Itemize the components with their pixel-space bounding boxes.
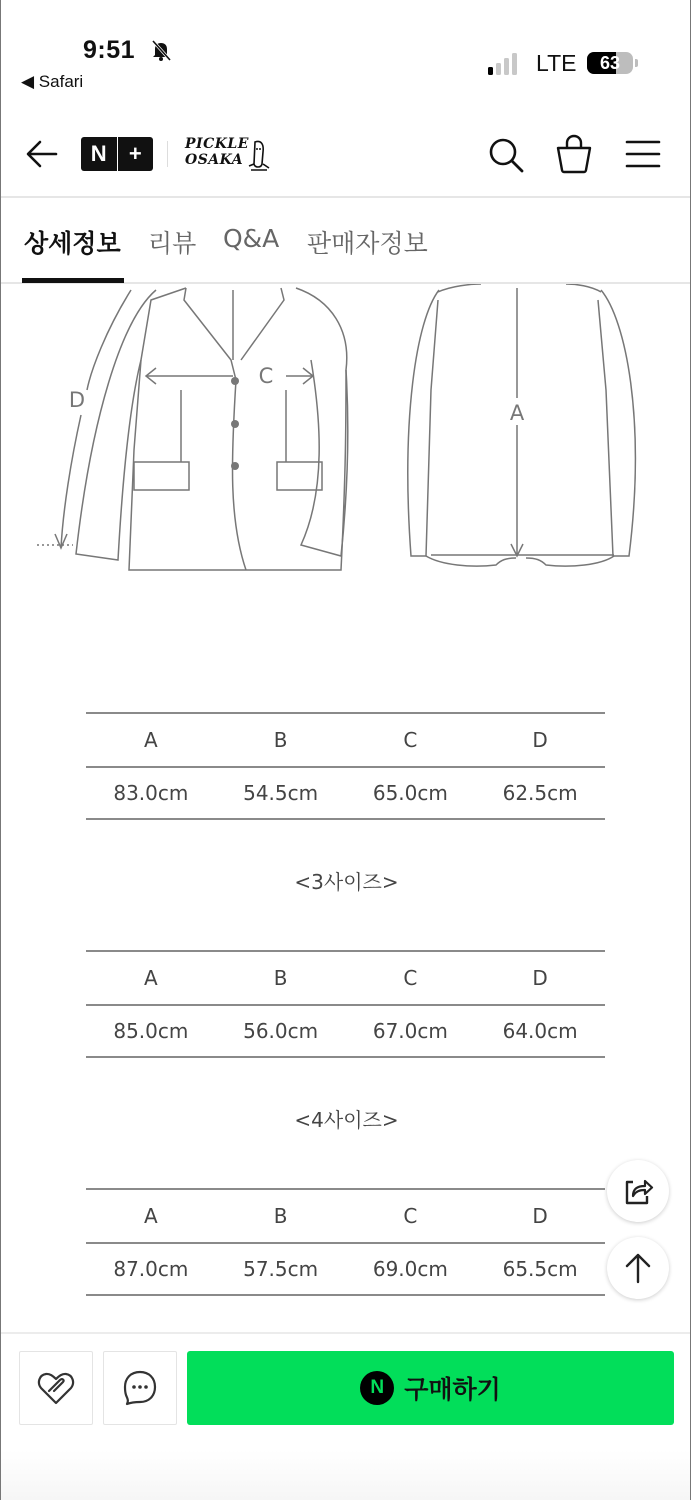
search-icon[interactable]: [487, 136, 525, 174]
silent-bell-icon: [149, 38, 173, 62]
back-arrow-icon[interactable]: [25, 138, 59, 170]
table-row: [86, 766, 605, 820]
header-cell: D: [532, 966, 548, 990]
diagram-label-a: A: [509, 401, 525, 425]
size-table-2: [86, 712, 605, 820]
header-cell: C: [403, 966, 418, 990]
purchase-bar: [1, 1332, 690, 1500]
arrow-up-icon: [623, 1251, 653, 1285]
header-cell: A: [144, 728, 158, 752]
size-table-4: [86, 1188, 605, 1296]
header-cell: D: [532, 1204, 548, 1228]
brand-line-2: OSAKA: [185, 152, 244, 168]
product-tabs: [1, 200, 690, 284]
table-header-row: [86, 950, 605, 1004]
value-cell: 54.5cm: [243, 781, 319, 805]
value-cell: 67.0cm: [372, 1019, 448, 1043]
naver-pay-icon: N: [360, 1371, 394, 1405]
logo-plus: +: [128, 141, 142, 166]
value-cell: 85.0cm: [113, 1019, 189, 1043]
buy-button-label: 구매하기: [404, 1375, 501, 1404]
logo-n: N: [81, 137, 118, 171]
diagram-label-c: C: [258, 364, 274, 388]
app-header: [1, 110, 690, 198]
heart-clip-icon: [36, 1368, 76, 1408]
size-caption-4: <4사이즈>: [294, 1108, 399, 1132]
header-divider: [167, 141, 168, 167]
chat-bubble-icon: [120, 1368, 160, 1408]
value-cell: 57.5cm: [243, 1257, 319, 1281]
pickle-mascot-icon: [247, 140, 271, 172]
tab-qna[interactable]: Q&A: [223, 224, 280, 253]
wishlist-button[interactable]: [19, 1351, 93, 1425]
header-cell: B: [273, 1204, 288, 1228]
header-cell: B: [273, 966, 288, 990]
share-button[interactable]: [607, 1160, 669, 1222]
jacket-size-diagram: [1, 284, 691, 584]
buy-button[interactable]: [187, 1351, 674, 1425]
active-tab-indicator: [22, 278, 124, 283]
value-cell: 56.0cm: [243, 1019, 319, 1043]
brand-logo[interactable]: [185, 136, 249, 168]
tab-details[interactable]: 상세정보: [24, 229, 121, 258]
signal-icon: [488, 53, 517, 75]
header-cell: B: [273, 728, 288, 752]
brand-line-1: PICKLE: [185, 136, 249, 152]
value-cell: 64.0cm: [502, 1019, 578, 1043]
value-cell: 87.0cm: [113, 1257, 189, 1281]
table-row: [86, 1242, 605, 1296]
tab-seller-info[interactable]: 판매자정보: [307, 229, 428, 258]
battery-icon: [587, 52, 633, 74]
back-to-safari-link[interactable]: ◀ Safari: [21, 72, 84, 91]
tab-reviews[interactable]: 리뷰: [148, 229, 197, 258]
size-table-3: [86, 950, 605, 1058]
scroll-to-top-button[interactable]: [607, 1237, 669, 1299]
battery-tip: [635, 59, 638, 67]
header-cell: A: [144, 1204, 158, 1228]
battery-level: 63: [599, 53, 621, 73]
network-type: LTE: [536, 50, 577, 76]
table-header-row: [86, 1188, 605, 1242]
value-cell: 65.5cm: [502, 1257, 578, 1281]
naver-plus-logo[interactable]: [81, 137, 153, 171]
shopping-bag-icon[interactable]: [555, 134, 593, 174]
table-row: [86, 1004, 605, 1058]
status-time: 9:51: [83, 36, 136, 64]
chat-button[interactable]: [103, 1351, 177, 1425]
header-cell: D: [532, 728, 548, 752]
table-header-row: [86, 712, 605, 766]
value-cell: 69.0cm: [372, 1257, 448, 1281]
header-cell: C: [403, 1204, 418, 1228]
value-cell: 83.0cm: [113, 781, 189, 805]
value-cell: 65.0cm: [372, 781, 448, 805]
header-cell: C: [403, 728, 418, 752]
value-cell: 62.5cm: [502, 781, 578, 805]
diagram-label-d: D: [68, 388, 86, 412]
header-cell: A: [144, 966, 158, 990]
share-icon: [621, 1174, 655, 1208]
size-caption-3: <3사이즈>: [294, 870, 399, 894]
status-bar: [1, 0, 690, 105]
menu-icon[interactable]: [625, 138, 661, 170]
